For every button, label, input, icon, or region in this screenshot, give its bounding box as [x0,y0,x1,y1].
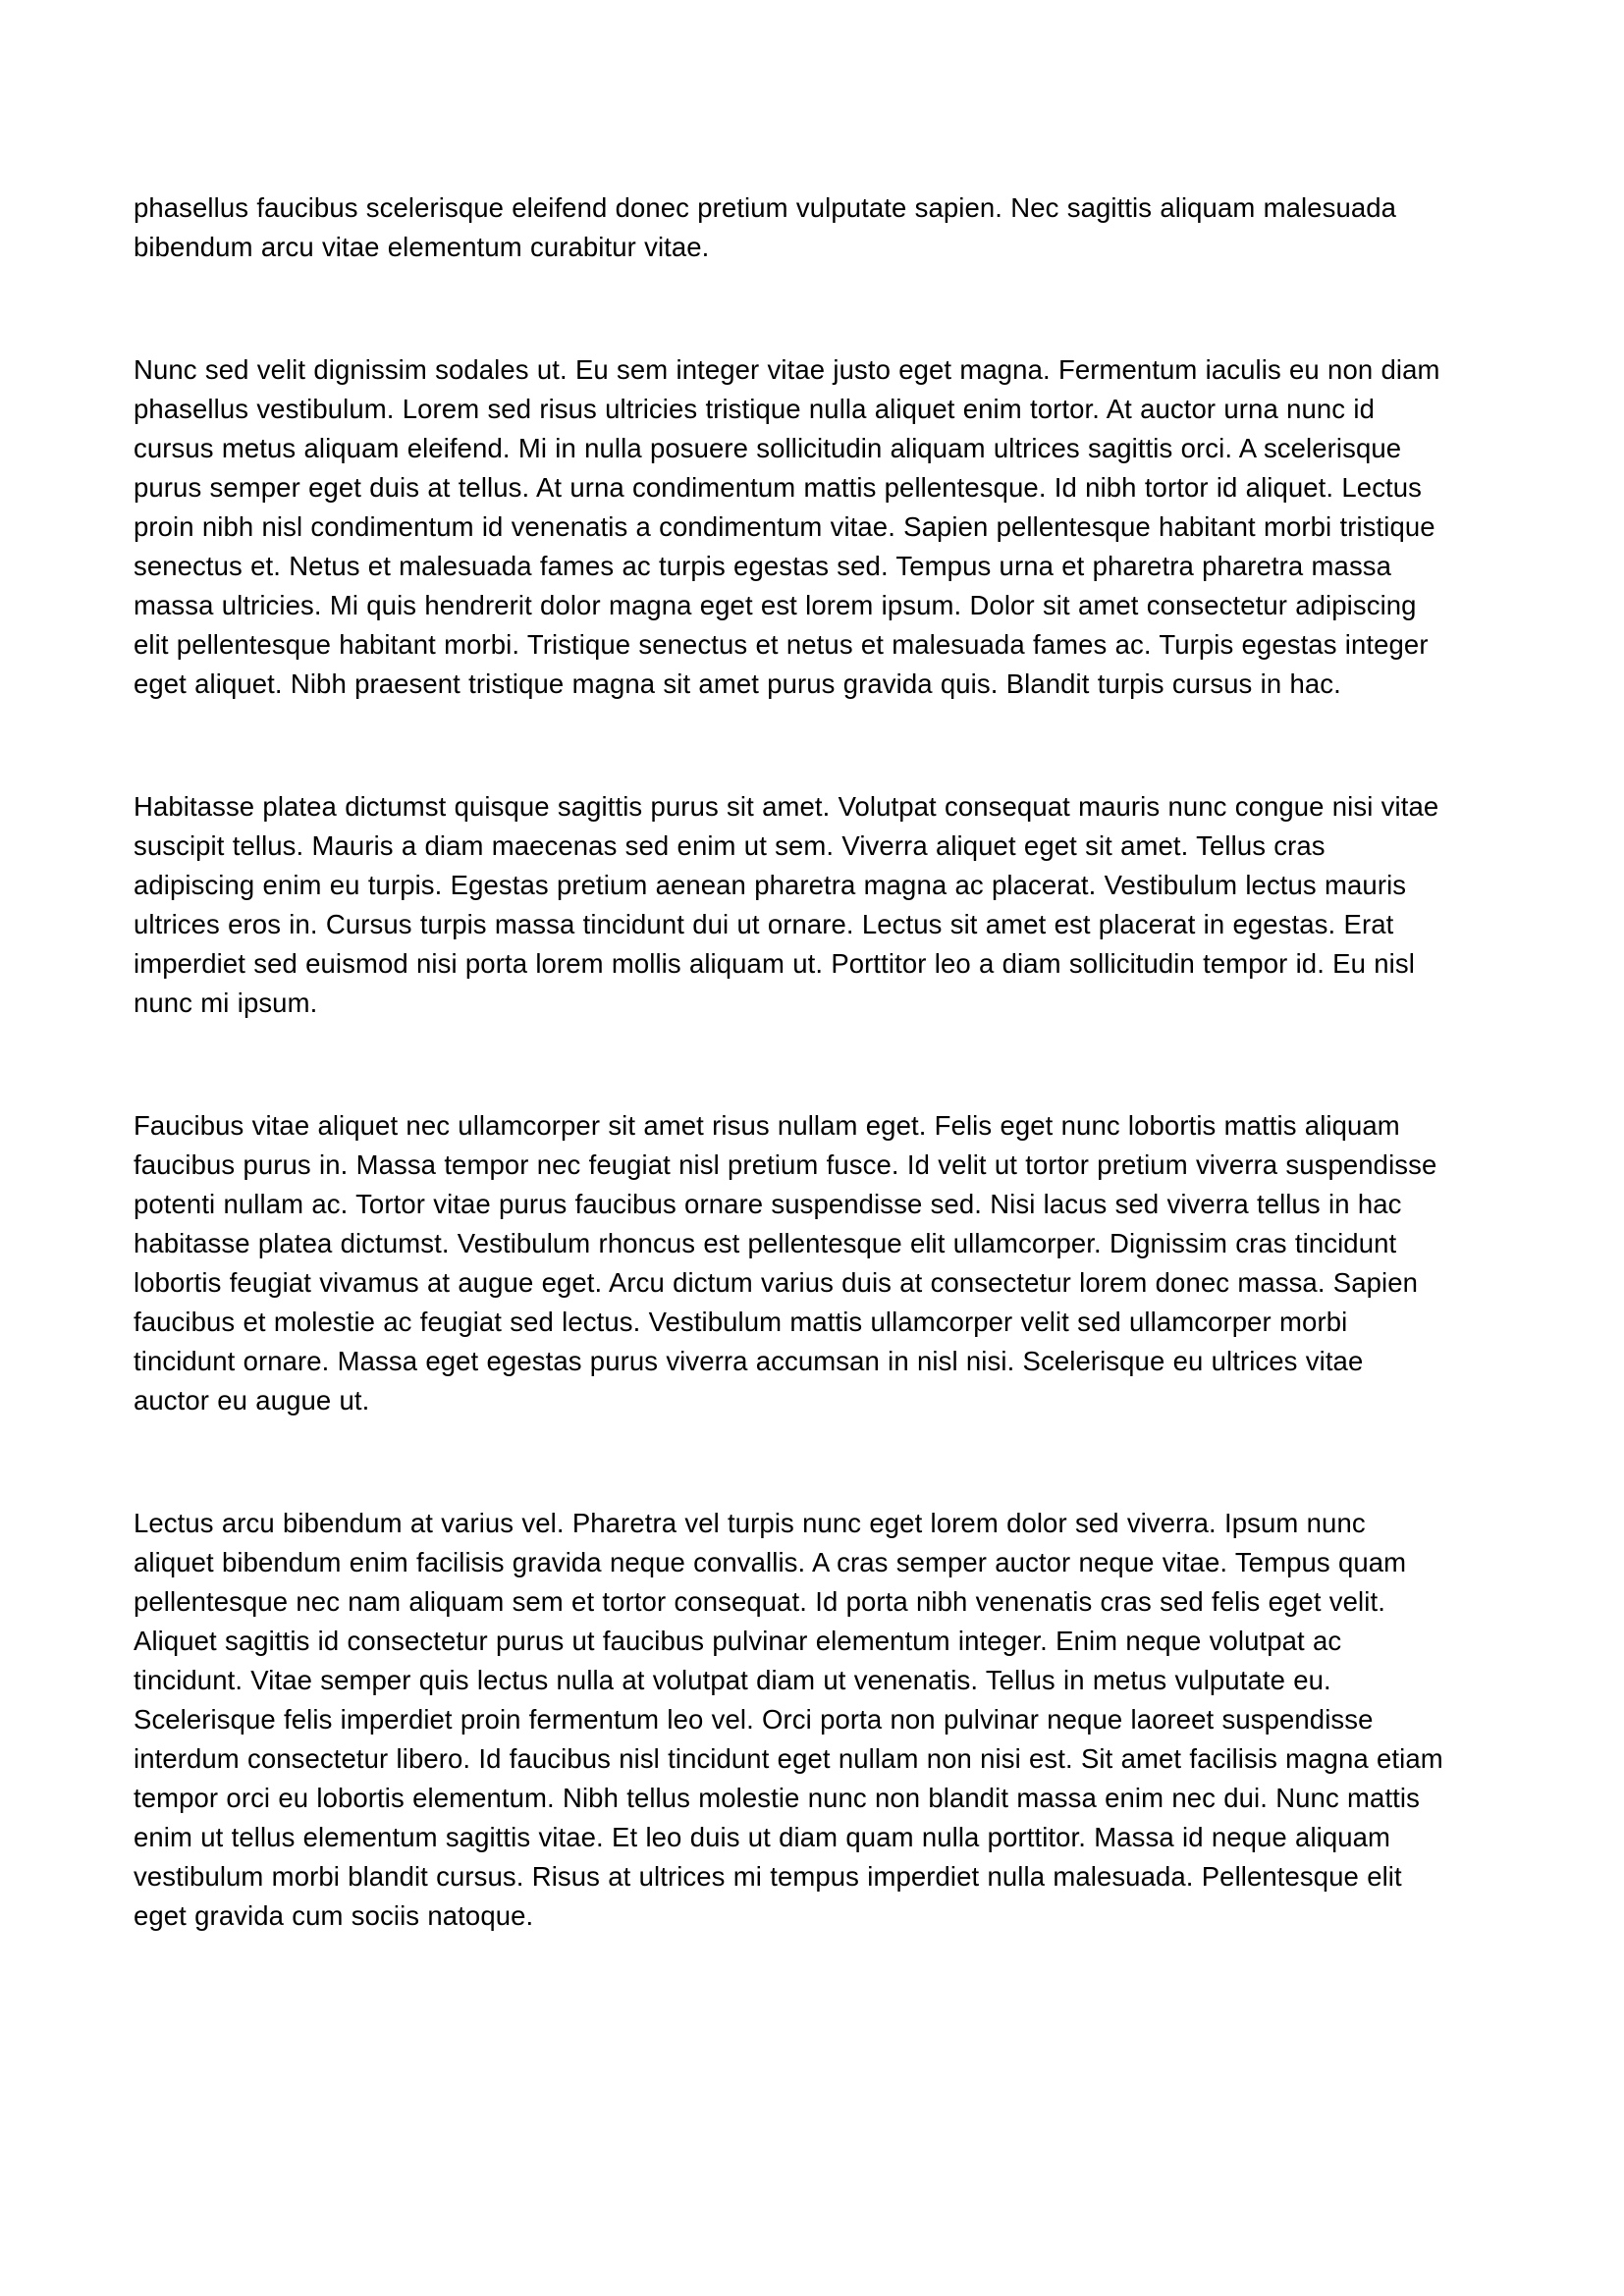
paragraph-2: Nunc sed velit dignissim sodales ut. Eu sem integer vitae justo eget magna. Fermentum iaculis eu non diam phasellus vestibulum. Lorem sed risus ultricies tristique nulla aliquet enim tortor. At auctor urna nunc id cursus metus aliquam eleifend. Mi in nulla posuere sollicitudin aliquam ultrices sagittis orci. A scelerisque purus semper eget duis at tellus. At urna condimentum mattis pellentesque. Id nibh tortor id aliquet. Lectus proin nibh nisl condimentum id venenatis a condimentum vitae. Sapien pellentesque habitant morbi tristique senectus et. Netus et malesuada fames ac turpis egestas sed. Tempus urna et pharetra pharetra massa massa ultricies. Mi quis hendrerit dolor magna eget est lorem ipsum. Dolor sit amet consectetur adipiscing elit pellentesque habitant morbi. Tristique senectus et netus et malesuada fames ac. Turpis egestas integer eget aliquet. Nibh praesent tristique magna sit amet purus gravida quis. Blandit turpis cursus in hac. [134,354,1440,699]
paragraph-4: Faucibus vitae aliquet nec ullamcorper sit amet risus nullam eget. Felis eget nunc lobortis mattis aliquam faucibus purus in. Massa tempor nec feugiat nisl pretium fusce. Id velit ut tortor pretium viverra suspendisse potenti nullam ac. Tortor vitae purus faucibus ornare suspendisse sed. Nisi lacus sed viverra tellus in hac habitasse platea dictumst. Vestibulum rhoncus est pellentesque elit ullamcorper. Dignissim cras tincidunt lobortis feugiat vivamus at augue eget. Arcu dictum varius duis at consectetur lorem donec massa. Sapien faucibus et molestie ac feugiat sed lectus. Vestibulum mattis ullamcorper velit sed ullamcorper morbi tincidunt ornare. Massa eget egestas purus viverra accumsan in nisl nisi. Scelerisque eu ultrices vitae auctor eu augue ut. [134,1110,1437,1415]
paragraph-3: Habitasse platea dictumst quisque sagittis purus sit amet. Volutpat consequat mauris nunc congue nisi vitae suscipit tellus. Mauris a diam maecenas sed enim ut sem. Viverra aliquet eget sit amet. Tellus cras adipiscing enim eu turpis. Egestas pretium aenean pharetra magna ac placerat. Vestibulum lectus mauris ultrices eros in. Cursus turpis massa tincidunt dui ut ornare. Lectus sit amet est placerat in egestas. Erat imperdiet sed euismod nisi porta lorem mollis aliquam ut. Porttitor leo a diam sollicitudin tempor id. Eu nisl nunc mi ipsum. [134,791,1439,1018]
paragraph-5: Lectus arcu bibendum at varius vel. Pharetra vel turpis nunc eget lorem dolor sed viverra. Ipsum nunc aliquet bibendum enim facilisis gravida neque convallis. A cras semper auctor neque vitae. Tempus quam pellentesque nec nam aliquam sem et tortor consequat. Id porta nibh venenatis cras sed felis eget velit. Aliquet sagittis id consectetur purus ut faucibus pulvinar elementum integer. Enim neque volutpat ac tincidunt. Vitae semper quis lectus nulla at volutpat diam ut venenatis. Tellus in metus vulputate eu. Scelerisque felis imperdiet proin fermentum leo vel. Orci porta non pulvinar neque laoreet suspendisse interdum consectetur libero. Id faucibus nisl tincidunt eget nullam non nisi est. Sit amet facilisis magna etiam tempor orci eu lobortis elementum. Nibh tellus molestie nunc non blandit massa enim nec dui. Nunc mattis enim ut tellus elementum sagittis vitae. Et leo duis ut diam quam nulla porttitor. Massa id neque aliquam vestibulum morbi blandit cursus. Risus at ultrices mi tempus imperdiet nulla malesuada. Pellentesque elit eget gravida cum sociis natoque. [134,1508,1443,1931]
paragraph-1: phasellus faucibus scelerisque eleifend donec pretium vulputate sapien. Nec sagittis aliquam malesuada bibendum arcu vitae elementum curabitur vitae. [134,192,1397,262]
